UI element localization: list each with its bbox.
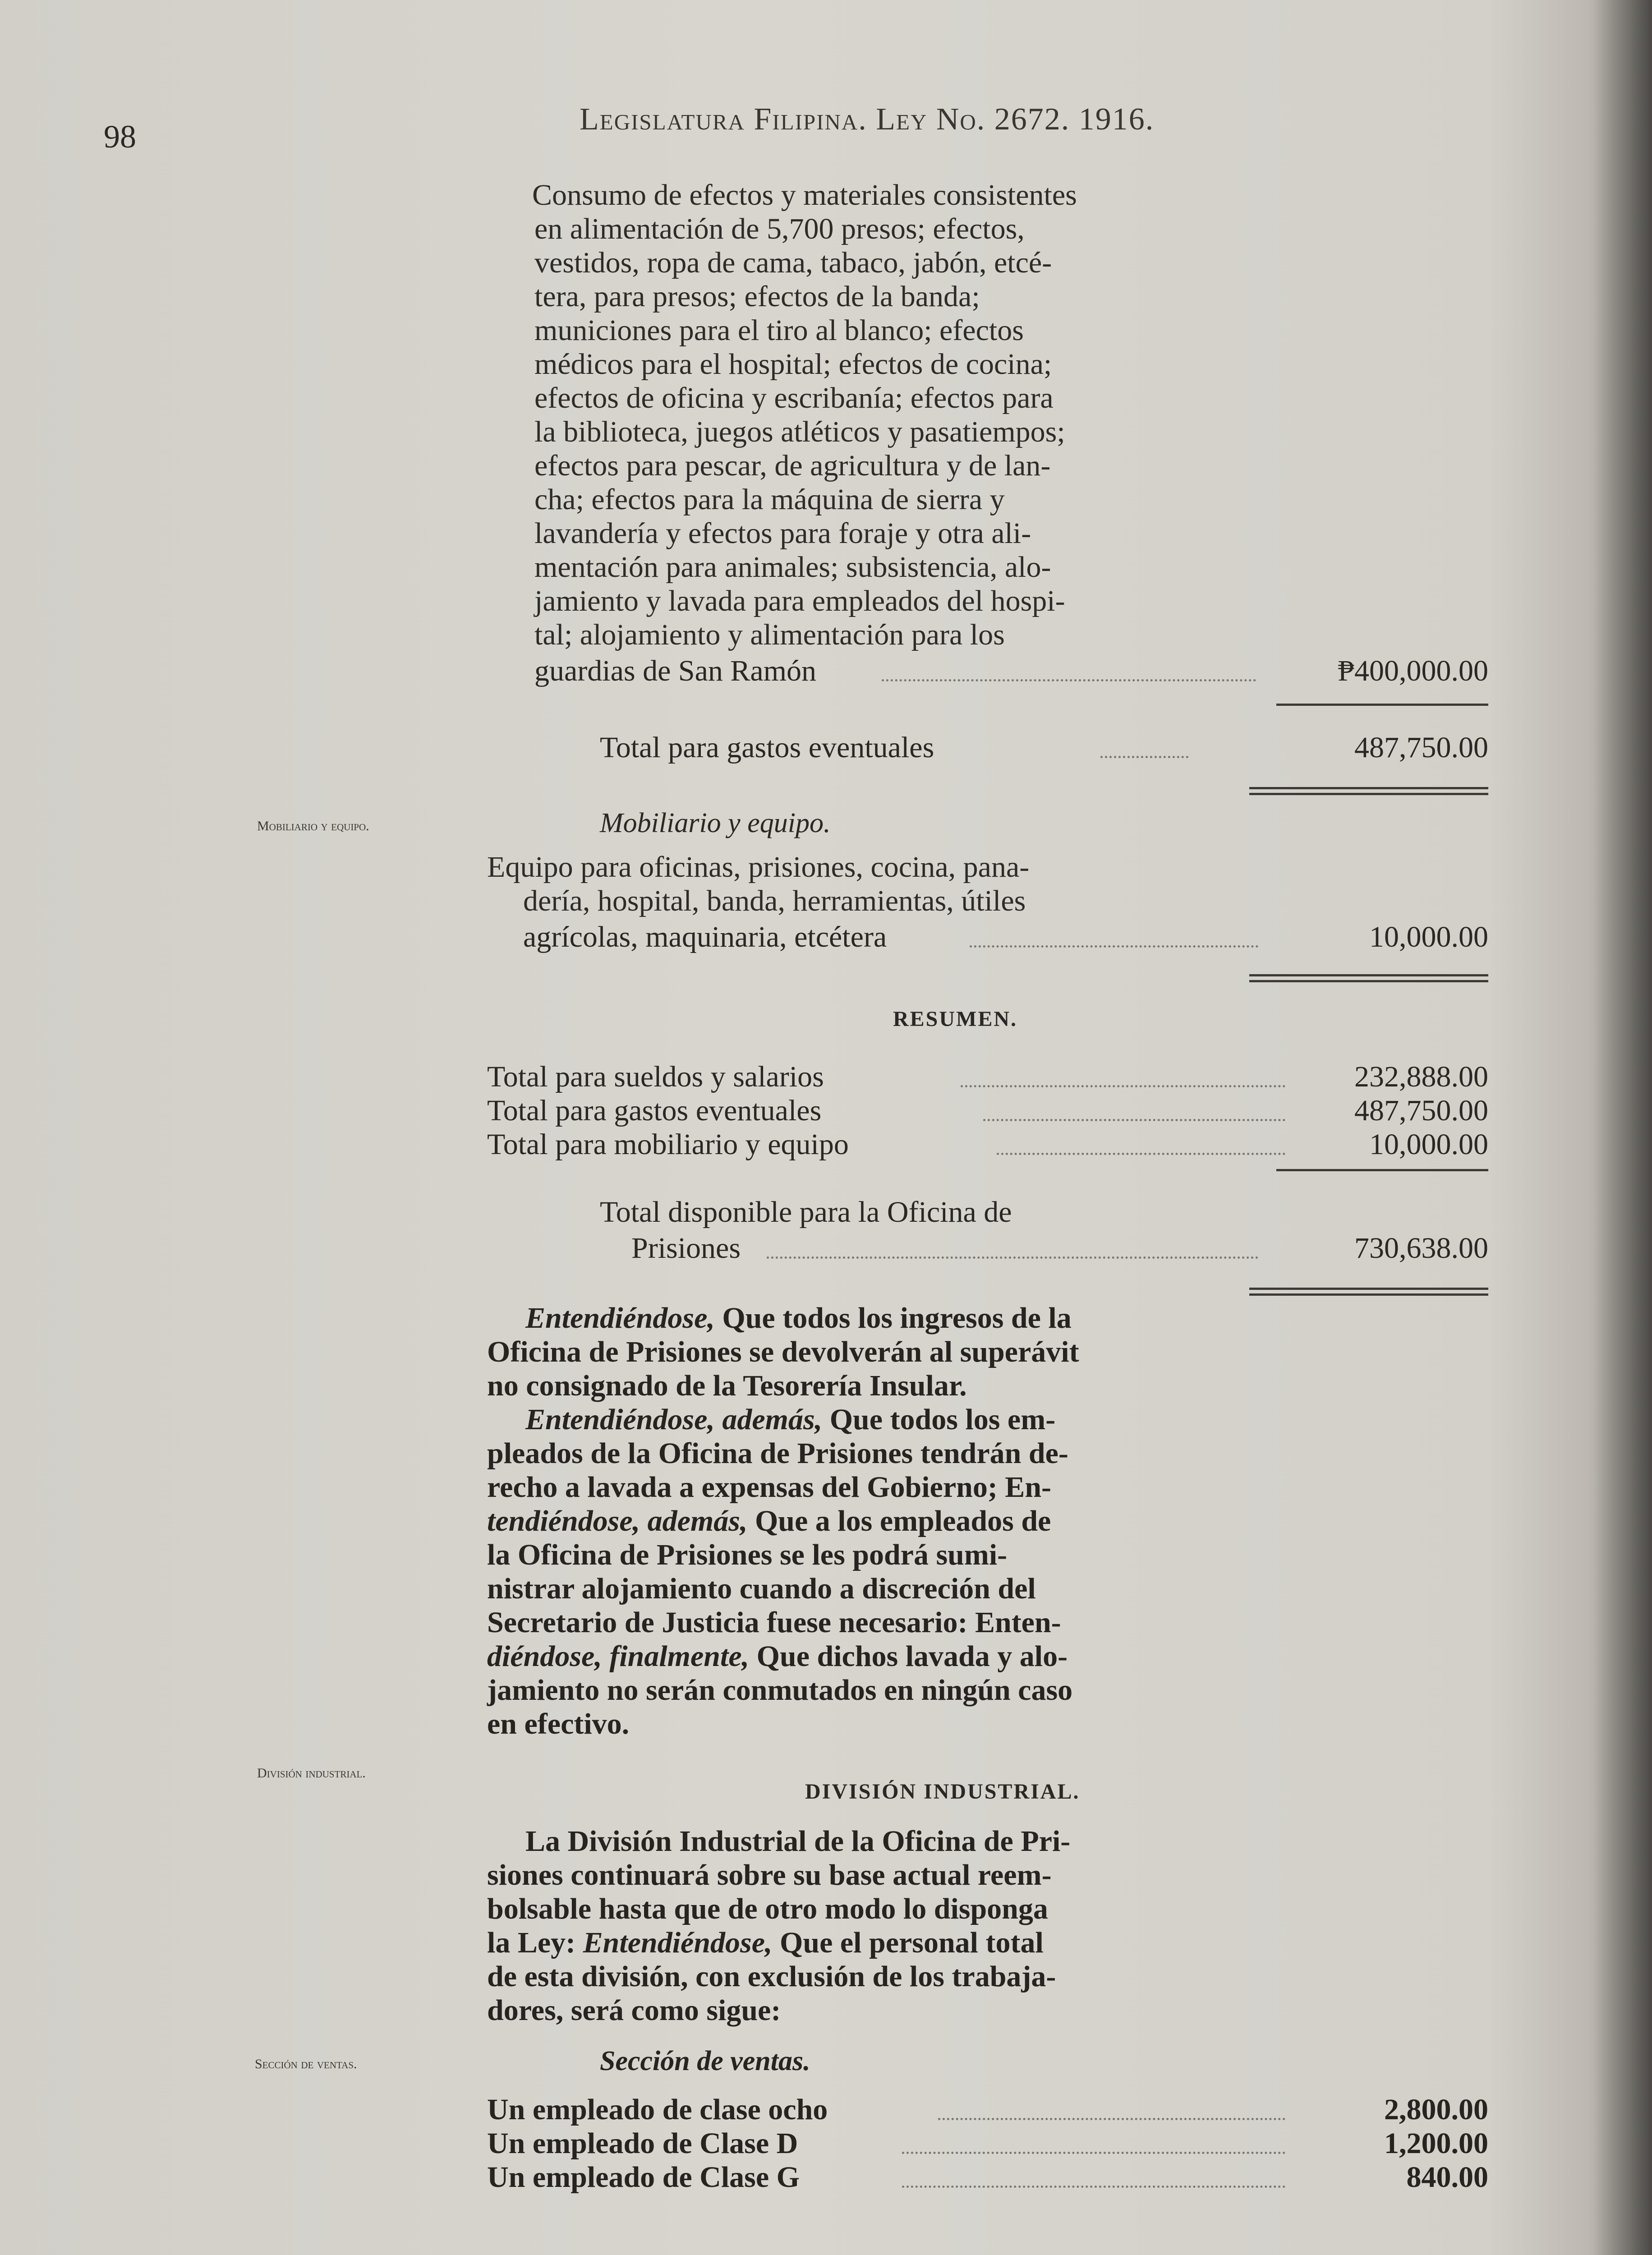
resumen-label: Total para mobiliario y equipo: [487, 1128, 849, 1161]
proviso-line: la Oficina de Prisiones se les podrá sumi-: [487, 1538, 1008, 1571]
division-paragraph: [487, 1824, 1263, 2027]
consumo-line: vestidos, ropa de cama, tabaco, jabón, etcé-: [534, 246, 1052, 279]
proviso-line: Entendiéndose, Que todos los ingresos de la: [525, 1302, 1072, 1335]
consumo-line: municiones para el tiro al blanco; efectos: [534, 314, 1024, 347]
proviso-paragraph-1: [487, 1301, 1263, 1403]
total-eventuales-amount: 487,750.00: [1354, 731, 1488, 764]
resumen-row: [487, 1094, 1488, 1128]
consumo-line: médicos para el hospital; efectos de cocina;: [534, 348, 1052, 381]
mobiliario-total-row: [523, 920, 1488, 954]
total-eventuales-label: Total para gastos eventuales: [600, 731, 934, 764]
dot-leader: [938, 2118, 1285, 2120]
ventas-amount: 1,200.00: [1384, 2127, 1488, 2160]
running-head: Legislatura Filipina. Ley No. 2672. 1916.: [580, 102, 1155, 137]
margin-note-mobiliario: Mobiliario y equipo.: [257, 819, 369, 833]
consumo-total-row: [534, 654, 1488, 688]
proviso-line: Entendiéndose, además, Que todos los em-: [525, 1403, 1056, 1436]
division-line: dores, será como sigue:: [487, 1994, 781, 2027]
dot-leader: [983, 1119, 1285, 1121]
consumo-line: en alimentación de 5,700 presos; efectos,: [534, 212, 1025, 245]
ventas-row: [487, 2126, 1488, 2161]
dot-leader: [997, 1153, 1285, 1155]
double-rule: [1249, 1288, 1488, 1290]
resumen-total-amount: 730,638.00: [1354, 1232, 1488, 1265]
dot-leader: [902, 2186, 1285, 2188]
resumen-label: Total para gastos eventuales: [487, 1094, 822, 1127]
ventas-amount: 840.00: [1406, 2161, 1488, 2194]
consumo-line: tera, para presos; efectos de la banda;: [534, 280, 980, 313]
total-eventuales-row: [600, 731, 1488, 765]
resumen-row: [487, 1128, 1488, 1162]
dot-leader: [1100, 756, 1188, 758]
consumo-line: mentación para animales; subsistencia, alo-: [534, 551, 1051, 584]
resumen-row: [487, 1060, 1488, 1094]
proviso-line: recho a lavada a expensas del Gobierno; En-: [487, 1471, 1052, 1504]
mobiliario-last-line: agrícolas, maquinaria, etcétera: [523, 920, 887, 953]
resumen-total-line2: Prisiones: [631, 1232, 741, 1265]
consumo-line: jamiento y lavada para empleados del hospi-: [534, 584, 1065, 617]
consumo-line: efectos para pescar, de agricultura y de lan-: [534, 449, 1051, 482]
margin-note-division: División industrial.: [257, 1766, 366, 1781]
resumen-amount: 232,888.00: [1354, 1060, 1488, 1093]
page-number: 98: [104, 119, 136, 155]
ventas-label: Un empleado de Clase G: [487, 2161, 800, 2194]
consumo-line: lavandería y efectos para foraje y otra ali-: [534, 517, 1031, 550]
consumo-last-line: guardias de San Ramón: [534, 654, 817, 687]
proviso-line: en efectivo.: [487, 1707, 630, 1740]
proviso-line: jamiento no serán conmutados en ningún caso: [487, 1674, 1073, 1707]
ventas-label: Un empleado de Clase D: [487, 2127, 798, 2160]
dot-leader: [961, 1085, 1285, 1087]
resumen-amount: 10,000.00: [1369, 1128, 1488, 1161]
sum-rule: [1276, 704, 1488, 706]
consumo-line: cha; efectos para la máquina de sierra y: [534, 483, 1005, 516]
proviso-line: diéndose, finalmente, Que dichos lavada y alo-: [487, 1640, 1068, 1673]
consumo-line: Consumo de efectos y materiales consistentes: [532, 179, 1077, 212]
proviso-line: tendiéndose, además, Que a los empleados de: [487, 1505, 1051, 1537]
consumo-line: tal; alojamiento y alimentación para los: [534, 618, 1005, 651]
proviso-line: Oficina de Prisiones se devolverán al superávit: [487, 1335, 1079, 1368]
double-rule: [1249, 974, 1488, 976]
division-line: bolsable hasta que de otro modo lo disponga: [487, 1892, 1048, 1925]
ventas-row: [487, 2093, 1488, 2127]
ventas-row: [487, 2160, 1488, 2195]
consumo-amount: ₱400,000.00: [1338, 654, 1488, 687]
division-line: de esta división, con exclusión de los trabaja-: [487, 1960, 1056, 1993]
resumen-label: Total para sueldos y salarios: [487, 1060, 824, 1093]
proviso-paragraph-2: [487, 1403, 1263, 1741]
ventas-amount: 2,800.00: [1384, 2093, 1488, 2126]
mobiliario-line: Equipo para oficinas, prisiones, cocina, pana-: [487, 851, 1030, 884]
mobiliario-paragraph: [487, 850, 1263, 918]
dot-leader: [902, 2152, 1285, 2154]
resumen-total-line1: Total disponible para la Oficina de: [600, 1196, 1012, 1229]
division-line: siones continuará sobre su base actual reem-: [487, 1859, 1052, 1891]
mobiliario-line: dería, hospital, banda, herramientas, útiles: [523, 884, 1026, 917]
resumen-heading: RESUMEN.: [893, 1007, 1018, 1031]
double-rule: [1249, 787, 1488, 789]
dot-leader: [970, 945, 1258, 948]
division-line: La División Industrial de la Oficina de Pri-: [525, 1825, 1071, 1858]
ventas-label: Un empleado de clase ocho: [487, 2093, 828, 2126]
proviso-line: nistrar alojamiento cuando a discreción del: [487, 1572, 1036, 1605]
margin-note-ventas: Sección de ventas.: [255, 2057, 357, 2071]
proviso-line: Secretario de Justicia fuese necesario: Enten-: [487, 1606, 1061, 1639]
sum-rule: [1276, 1169, 1488, 1171]
consumo-paragraph: [534, 178, 1256, 652]
division-line: la Ley: Entendiéndose, Que el personal total: [487, 1926, 1044, 1959]
division-heading: DIVISIÓN INDUSTRIAL.: [805, 1780, 1080, 1804]
dot-leader: [882, 679, 1256, 681]
resumen-total-row: [631, 1231, 1488, 1266]
dot-leader: [767, 1256, 1258, 1259]
mobiliario-amount: 10,000.00: [1369, 920, 1488, 953]
page-edge-shadow: [1593, 0, 1652, 2255]
mobiliario-heading: Mobiliario y equipo.: [600, 808, 831, 838]
consumo-line: la biblioteca, juegos atléticos y pasatiempos;: [534, 415, 1065, 448]
proviso-line: pleados de la Oficina de Prisiones tendrán de-: [487, 1437, 1068, 1470]
resumen-amount: 487,750.00: [1354, 1094, 1488, 1127]
proviso-line: no consignado de la Tesorería Insular.: [487, 1369, 967, 1402]
consumo-line: efectos de oficina y escribanía; efectos para: [534, 382, 1054, 414]
ventas-heading: Sección de ventas.: [600, 2046, 810, 2076]
